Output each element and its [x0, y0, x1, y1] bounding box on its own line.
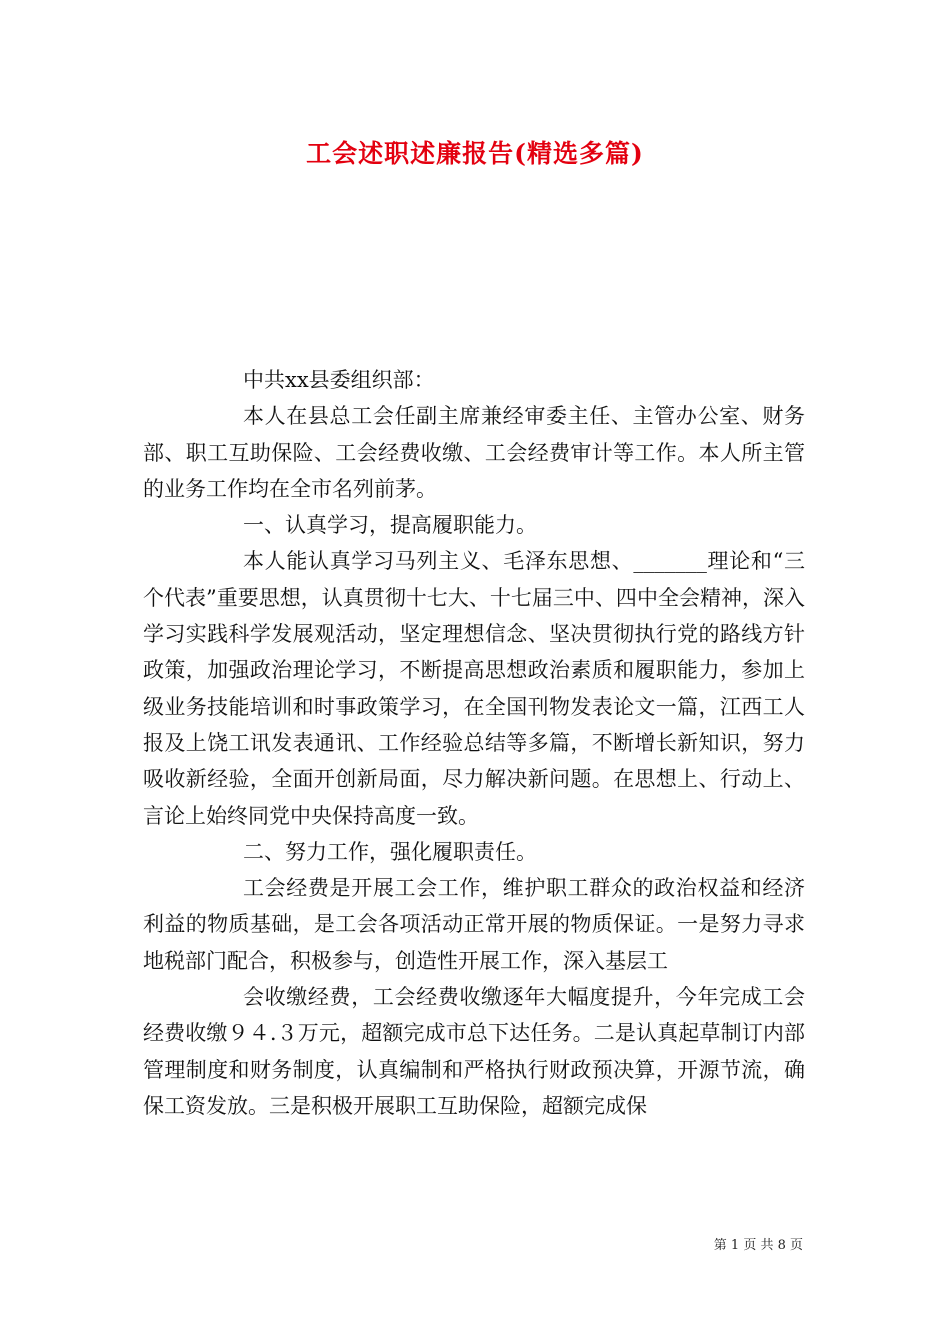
- salutation: 中共xx县委组织部：: [243, 368, 435, 392]
- document-title: 工会述职述廉报告(精选多篇): [306, 139, 644, 168]
- section-heading: 二、努力工作，强化履职责任。: [243, 839, 537, 864]
- paragraph: 本人能认真学习马列主义、毛泽东思想、_______理论和“三个代表”重要思想，认真贯彻十七大、十七届三中、四中全会精神，深入学习实践科学发展观活动，坚定理想信念、坚决贯彻执行党的路线方针政策，加强政治理论学习，不断提高思想政治素质和履职能力，参加上级业务技能培训和时事政策学习，在全国刊物发表论文一篇，江西工人报及上饶工讯发表通讯、工作经验总结等多篇，不断增长新知识，努力吸收新经验，全面开创新局面，尽力解决新问题。在思想上、行动上、言论上始终同党中央保持高度一致。: [143, 549, 805, 828]
- section-heading: 一、认真学习，提高履职能力。: [243, 513, 537, 538]
- paragraph: 会收缴经费，工会经费收缴逐年大幅度提升，今年完成工会经费收缴９４.３万元，超额完成市总下达任务。二是认真起草制订内部管理制度和财务制度，认真编制和严格执行财政预决算，开源节流，确保工资发放。三是积极开展职工互助保险，超额完成保: [143, 985, 805, 1118]
- paragraph: 本人在县总工会任副主席兼经审委主任、主管办公室、财务部、职工互助保险、工会经费收缴、工会经费审计等工作。本人所主管的业务工作均在全市名列前茅。: [143, 404, 805, 501]
- paragraph: 工会经费是开展工会工作，维护职工群众的政治权益和经济利益的物质基础，是工会各项活动正常开展的物质保证。一是努力寻求地税部门配合，积极参与，创造性开展工作，深入基层工: [143, 876, 805, 973]
- page-number: 第 1 页 共 8 页: [713, 1238, 803, 1253]
- document-body: [143, 362, 805, 1124]
